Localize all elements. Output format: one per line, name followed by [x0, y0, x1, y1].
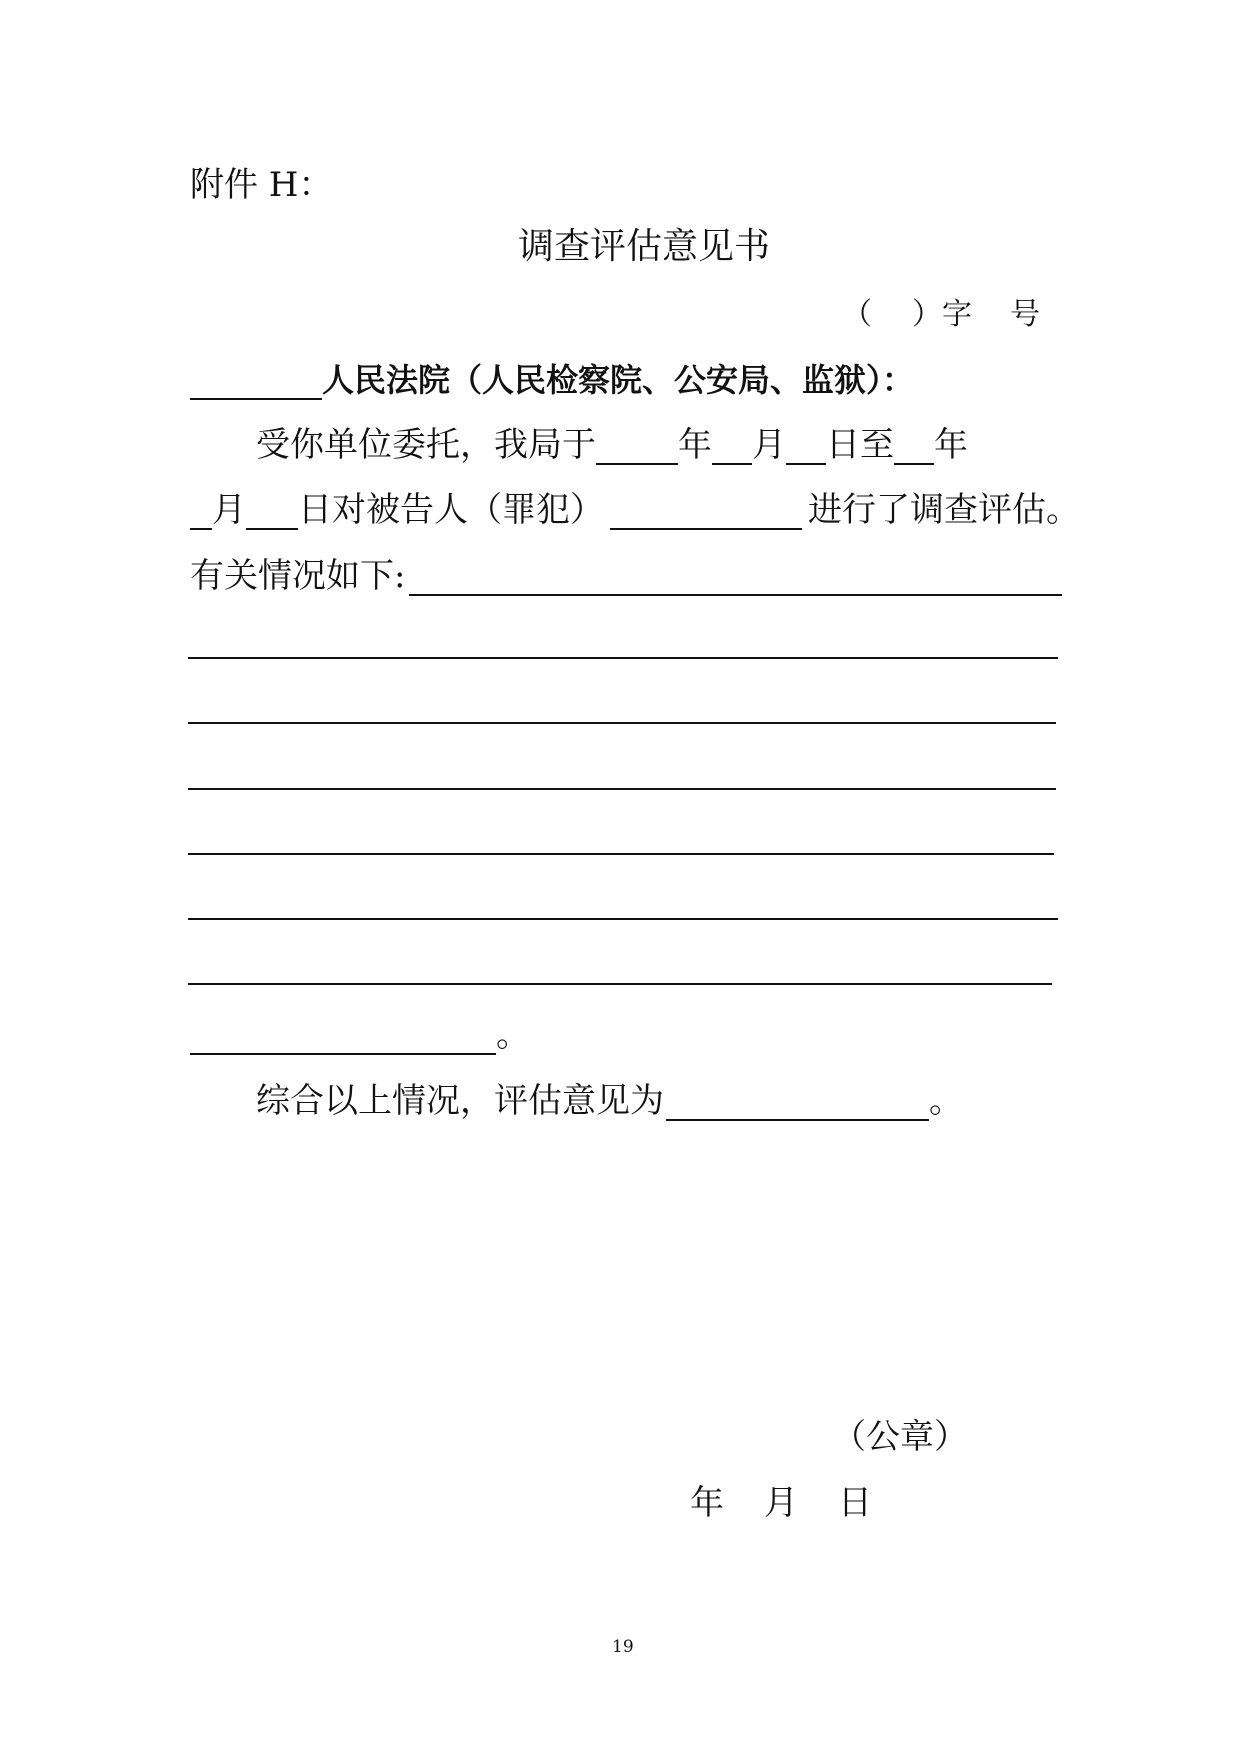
conclusion-text: 综合以上情况，评估意见为: [256, 1081, 664, 1121]
situation-label: 有关情况如下:: [190, 556, 406, 596]
paragraph-2: [190, 490, 1080, 530]
conclusion-line: [256, 1081, 963, 1121]
paragraph-1: [256, 425, 968, 465]
day-to-label: 日至: [826, 425, 894, 465]
doc-number-open-paren: （: [842, 297, 872, 332]
entrusted-text: 受你单位委托，我局于: [256, 425, 596, 465]
addressee-text: 人民法院（人民检察院、公安局、监狱）：: [322, 361, 915, 399]
situation-line: [188, 918, 1058, 920]
date-year-label: 年: [690, 1483, 724, 1523]
month-2-label: 月: [212, 490, 246, 530]
situation-line: [188, 657, 1058, 659]
year-2-label: 年: [934, 425, 968, 465]
subject-label: 日对被告人（罪犯）: [298, 490, 604, 530]
situation-line: [188, 788, 1056, 790]
paragraph-3: [190, 556, 1062, 596]
month-1-blank: [712, 429, 752, 465]
doc-number-zi: ）字: [912, 297, 972, 332]
period-mark: 。: [496, 1015, 530, 1055]
document-number: [842, 295, 1040, 335]
subject-name-blank: [610, 494, 802, 530]
date-day-label: 日: [838, 1483, 872, 1523]
document-title: 调查评估意见书: [518, 226, 771, 267]
date-month-label: 月: [764, 1483, 798, 1523]
month-1-label: 月: [752, 425, 786, 465]
situation-last-line: [190, 1015, 530, 1055]
court-name-blank: [190, 364, 322, 400]
investigated-text: 进行了调查评估。: [808, 490, 1080, 530]
doc-number-hao: 号: [1010, 297, 1040, 332]
opinion-blank: [666, 1085, 929, 1121]
page-number: 19: [612, 1637, 634, 1657]
conclusion-period: 。: [929, 1081, 963, 1121]
situation-line: [188, 853, 1054, 855]
official-seal-label: （公章）: [832, 1417, 968, 1457]
day-1-blank: [786, 429, 826, 465]
year-1-label: 年: [678, 425, 712, 465]
month-2-blank: [190, 494, 212, 530]
situation-blank-last: [190, 1019, 496, 1055]
date-line: [690, 1483, 872, 1523]
situation-line: [188, 983, 1052, 985]
attachment-label: 附件 H：: [190, 165, 333, 205]
year-2-blank: [894, 429, 934, 465]
situation-blank-first: [409, 560, 1062, 596]
year-1-blank: [596, 429, 678, 465]
situation-line: [188, 722, 1056, 724]
day-2-blank: [246, 494, 298, 530]
addressee-line: [190, 360, 914, 400]
